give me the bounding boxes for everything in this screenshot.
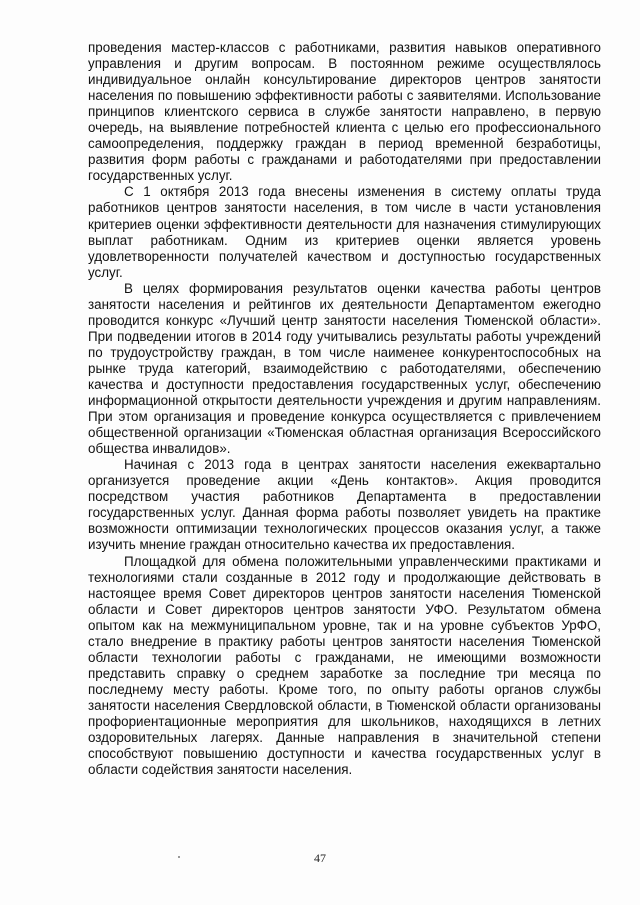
paragraph-3: В целях формирования результатов оценки качества работы центров занятости населения и рейтингов их деятельности Департаментом ежегодно проводится конкурс «Лучший центр занятости населения Тюменской области». При подведении итогов в 2014 году учитывались результаты работы учреждений по трудоустройству граждан, в том числе наименее конкурентоспособных на рынке труда категорий, взаимодействию с работодателями, обеспечению качества и доступности предоставления государственных услуг, обеспечению информационной открытости деятельности учреждения и другим направлениям. При этом организация и проведение конкурса осуществляется с привлечением общественной организации «Тюменская областная организация Всероссийского общества инвалидов». [88, 280, 601, 457]
paragraph-5: Площадкой для обмена положительными управленческими практиками и технологиями стали созданные в 2012 году и продолжающие действовать в настоящее время Совет директоров центров занятости населения Тюменской области и Совет директоров центров занятости УФО. Результатом обмена опытом как на межмуниципальном уровне, так и на уровне субъектов УрФО, стало внедрение в практику работы центров занятости населения Тюменской области технологии работы с гражданами, не имеющими возможности представить справку о среднем заработке за последние три месяца по последнему месту работы. Кроме того, по опыту работы органов службы занятости населения Свердловской области, в Тюменской области организованы профориентационные мероприятия для школьников, находящихся в летних оздоровительных лагерях. Данные направления в значительной степени способствуют повышению доступности и качества государственных услуг в области содействия занятости населения. [88, 553, 601, 778]
page-number: 47 [314, 851, 326, 865]
paragraph-1: проведения мастер-классов с работниками, развития навыков оперативного управления и другим вопросам. В постоянном режиме осуществлялось индивидуальное онлайн консультирование директоров центров занятости населения по повышению эффективности работы с заявителями. Использование принципов клиентского сервиса в службе занятости направлено, в первую очередь, на выявление потребностей клиента с целью его профессионального самоопределения, поддержку граждан в период временной безработицы, развития форм работы с гражданами и работодателями при предоставлении государственных услуг. [88, 40, 601, 184]
document-body [88, 40, 601, 778]
paragraph-2: С 1 октября 2013 года внесены изменения в систему оплаты труда работников центров занятости населения, в том числе в части установления критериев оценки эффективности деятельности для назначения стимулирующих выплат работникам. Одним из критериев оценки является уровень удовлетворенности получателей качеством и доступностью государственных услуг. [88, 184, 601, 280]
paragraph-4: Начиная с 2013 года в центрах занятости населения ежеквартально организуется проведение акции «День контактов». Акция проводится посредством участия работников Департамента в предоставлении государственных услуг. Данная форма работы позволяет увидеть на практике возможности оптимизации технологических процессов оказания услуг, а также изучить мнение граждан относительно качества их предоставления. [88, 457, 601, 553]
